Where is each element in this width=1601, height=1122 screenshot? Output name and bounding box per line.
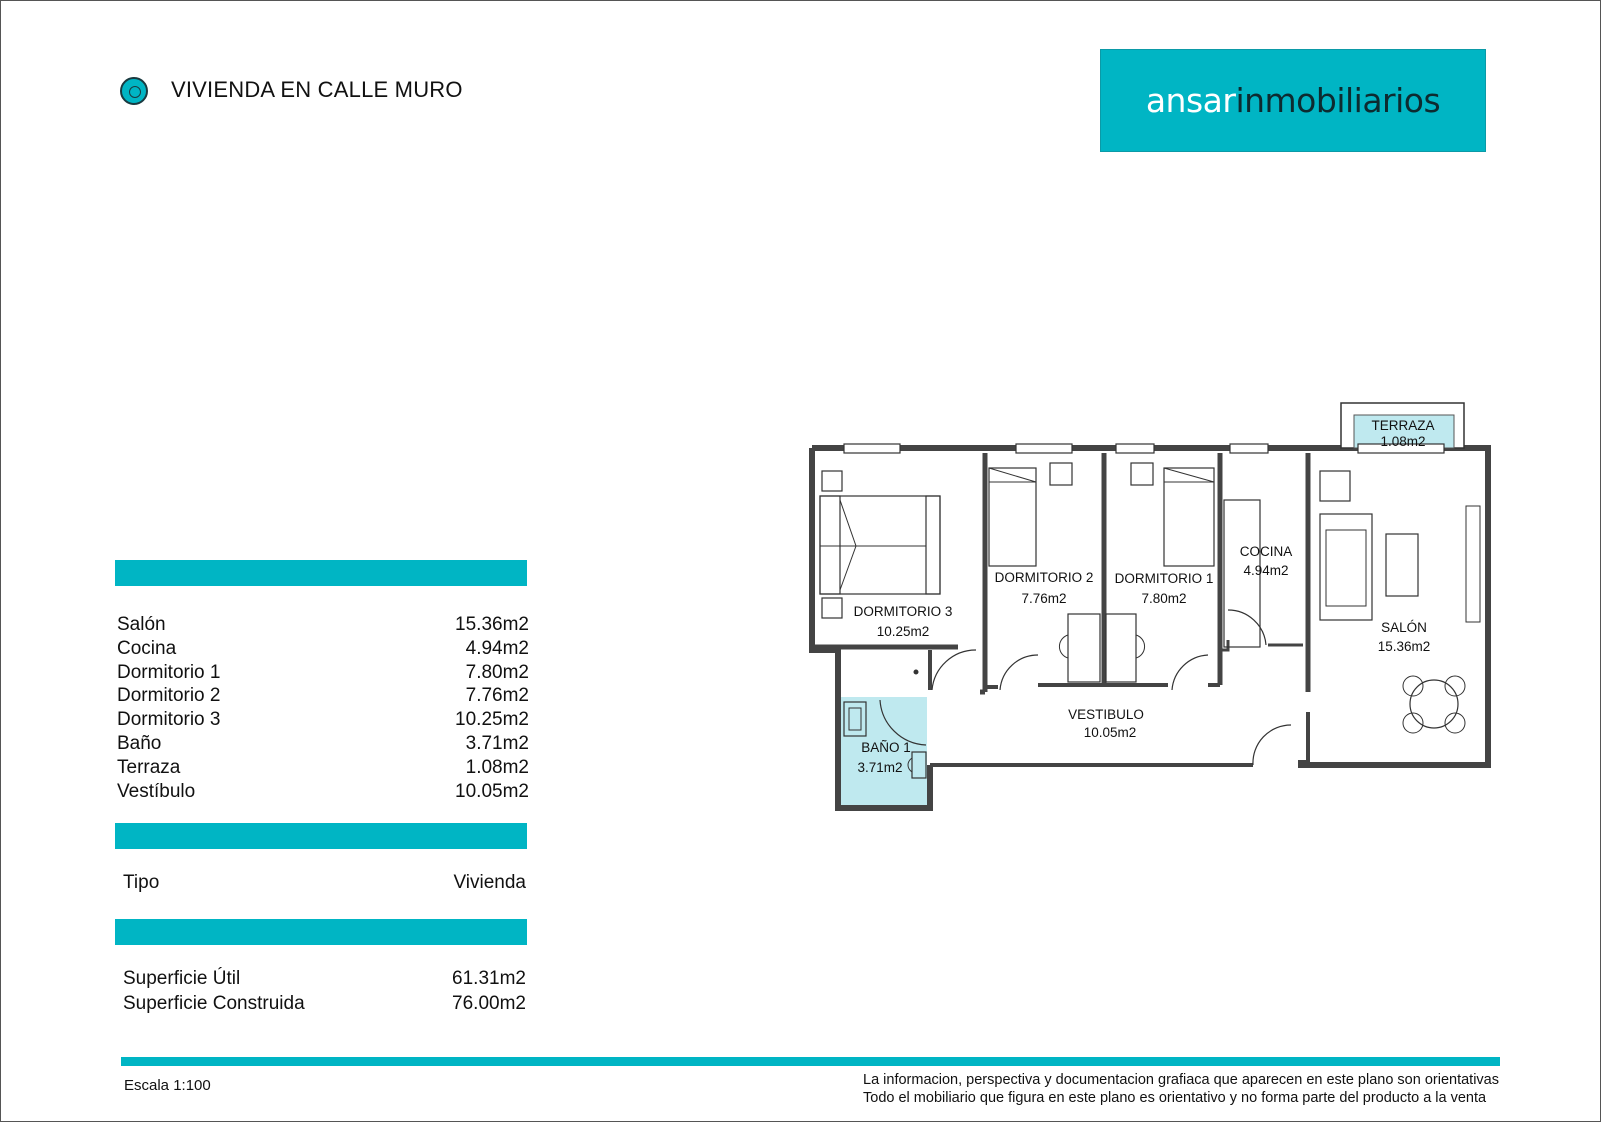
room-name: Dormitorio 2 (117, 685, 221, 707)
logo-part-inmobiliarios: inmobiliarios (1235, 81, 1441, 120)
plan-area-dormitorio2: 7.76m2 (1021, 591, 1067, 606)
superficie-util-row (123, 966, 526, 991)
plan-label-bano1: BAÑO 1 (861, 740, 911, 755)
room-row-dormitorio3 (117, 708, 529, 732)
tipo-row (123, 872, 526, 894)
bullet-circle-icon (120, 77, 148, 105)
brand-logo (1100, 49, 1486, 152)
room-row-dormitorio2 (117, 684, 529, 708)
rooms-table (117, 613, 529, 803)
room-row-vestibulo (117, 780, 529, 804)
room-row-terraza (117, 756, 529, 780)
room-name: Dormitorio 3 (117, 709, 221, 731)
room-name: Baño (117, 732, 162, 754)
room-area: 10.05m2 (455, 780, 529, 802)
plan-area-cocina: 4.94m2 (1243, 563, 1289, 578)
room-row-cocina (117, 637, 529, 661)
room-area: 1.08m2 (465, 756, 529, 778)
room-row-dormitorio1 (117, 661, 529, 685)
superficie-value: 76.00m2 (452, 993, 526, 1014)
tipo-value: Vivienda (453, 872, 526, 893)
plan-label-vestibulo: VESTIBULO (1068, 707, 1144, 722)
room-area: 4.94m2 (465, 637, 529, 659)
plan-area-vestibulo: 10.05m2 (1083, 725, 1137, 740)
page-title: VIVIENDA EN CALLE MURO (171, 77, 463, 102)
section-bar-superficie (115, 919, 527, 945)
room-area: 15.36m2 (455, 614, 529, 635)
plan-area-terraza: 1.08m2 (1380, 434, 1426, 449)
logo-part-ansar: ansar (1145, 81, 1236, 120)
disclaimer-line-2: Todo el mobiliario que figura en este plano es orientativo y no forma parte del producto a la venta (863, 1090, 1487, 1106)
superficie-value: 61.31m2 (452, 968, 526, 989)
disclaimer-line-1: La informacion, perspectiva y documentacion grafiaca que aparecen en este plano son orientativas (863, 1072, 1499, 1088)
room-area: 7.76m2 (465, 685, 529, 707)
floor-plan (808, 400, 1498, 815)
section-bar-tipo (115, 823, 527, 849)
tipo-label: Tipo (123, 872, 160, 893)
plan-label-cocina: COCINA (1239, 544, 1293, 559)
plan-label-terraza: TERRAZA (1371, 418, 1435, 433)
room-name: Terraza (117, 756, 181, 778)
room-row-salon (117, 613, 529, 637)
room-name: Cocina (117, 637, 177, 659)
superficie-table (123, 966, 526, 1016)
plan-label-dormitorio3: DORMITORIO 3 (853, 604, 953, 619)
room-name: Dormitorio 1 (117, 661, 221, 683)
superficie-label: Superficie Construida (123, 993, 305, 1014)
plan-area-dormitorio1: 7.80m2 (1141, 591, 1187, 606)
section-bar-rooms (115, 560, 527, 586)
room-row-bano (117, 732, 529, 756)
plan-label-salon: SALÓN (1381, 620, 1427, 635)
plan-area-bano1: 3.71m2 (857, 760, 903, 775)
room-area: 7.80m2 (465, 661, 529, 683)
plan-label-dormitorio2: DORMITORIO 2 (994, 570, 1094, 585)
room-name: Salón (117, 614, 166, 635)
footer-bar (121, 1057, 1500, 1066)
room-area: 10.25m2 (455, 709, 529, 731)
room-name: Vestíbulo (117, 780, 196, 802)
plan-area-salon: 15.36m2 (1377, 639, 1431, 654)
superficie-construida-row (123, 991, 526, 1016)
plan-area-dormitorio3: 10.25m2 (876, 624, 930, 639)
superficie-label: Superficie Útil (123, 968, 241, 989)
plan-label-dormitorio1: DORMITORIO 1 (1114, 571, 1214, 586)
scale-label: Escala 1:100 (124, 1077, 211, 1094)
disclaimer (863, 1071, 1499, 1107)
room-area: 3.71m2 (465, 732, 529, 754)
